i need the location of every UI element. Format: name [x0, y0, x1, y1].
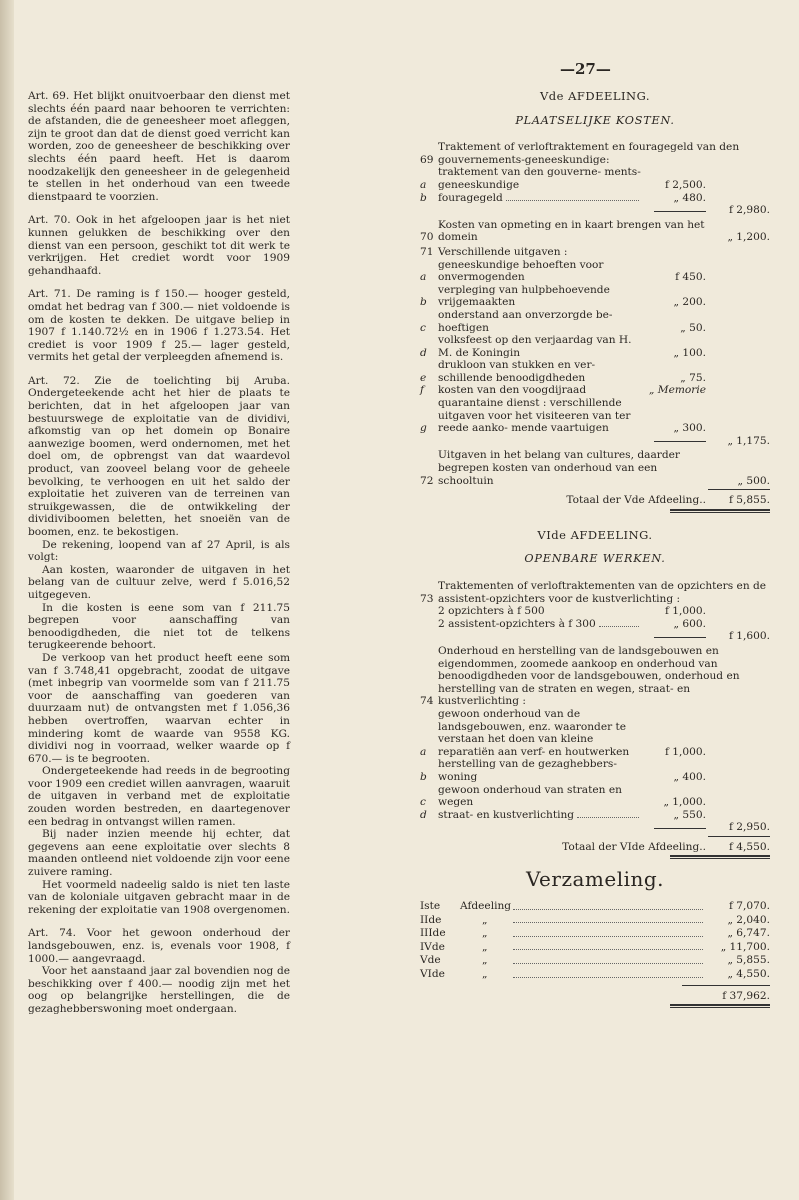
section-5-subheading: PLAATSELIJKE KOSTEN.	[515, 113, 675, 127]
section-6-subheading: OPENBARE WERKEN.	[524, 552, 666, 566]
paragraph-art-74: Art. 74. Voor het gewoon onderhoud der landsgebouwen, enz. is, evenals voor 1908, f 1000.— aangevraagd.	[28, 927, 290, 965]
section-5-total: Totaal der Vde Afdeeling.. f 5,855.	[566, 494, 770, 507]
paragraph-nadeelig-saldo: Het voormeld nadeelig saldo is niet ten laste van de koloniale uitgaven gebracht maar in de rekening der exploitatie van 1908 overgenomen.	[28, 878, 290, 916]
paragraph-art-69: Art. 69. Het blijkt onuitvoerbaar den dienst met slechts één paard naar behooren te verrichten: de afstanden, die de geneesheer moet afleggen, zijn te groot dan dat de dienst goed verricht kan worden, zoo de geneesheer de beschikking over slechts één paard heeft. Het is daarom noodzakelijk den geneesheer in de gelegenheid te stellen in het onderhoud van een tweede dienstpaard te voorzien.	[28, 90, 290, 203]
summary-heading: Verzameling.	[525, 867, 665, 892]
section-6-total: Totaal der VIde Afdeeling.. f 4,550.	[562, 840, 770, 853]
article-69: 69 Traktement of verloftraktement en fouragegeld van den gouvernements-geneeskundige: a traktement van den gouverne- ments-geneeskundige f 2,500. b fouragegeld „ 480. f 2,980.	[420, 141, 770, 217]
paragraph-aanschaffing: In die kosten is eene som van f 211.75 begrepen voor aanschaffing van benoodigdheden, die niet tot de telkens terugkeerende behoort.	[28, 601, 290, 652]
summary-row: IIde „ „ 2,040.	[420, 913, 770, 926]
page-number: —27—	[560, 60, 611, 78]
article-74: 74 Onderhoud en herstelling van de landsgebouwen en eigendommen, zoomede aankoop en onderhoud van benoodigdheden voor de landsgebouwen, onderhoud en herstelling van de straten en wegen, straat- en kustverlichting : a gewoon onderhoud van de landsgebouwen, enz. waaronder te verstaan het doen van kleine reparatiën aan verf- en houtwerken f 1,000. b herstelling van de gezaghebbers- woning „ 400. c gewoon onderhoud van straten en wegen „ 1,000. d straat- en kustverlichting „ 550. f 2,950.	[420, 644, 770, 834]
summary-row: IVde „ „ 11,700.	[420, 940, 770, 953]
article-71: 71 Verschillende uitgaven : a geneeskundige behoeften voor onvermogenden f 450. b verpleging van hulpbehoevende vrijgemaakten „ 200. c onderstand aan onverzorgde be- hoeftigen „ 50. d volksfeest op den verjaardag van H. M. de Koningin „ 100. e drukloon van stukken en ver- schillende benoodigdheden „ 75. f kosten van den voogdijraad „ Memorie g quarantaine dienst : verschillende uitgaven voor het visiteeren van ter reede aanko- mende vaartuigen „ 300. „ 1,175.	[420, 245, 770, 447]
summary-row: Iste Afdeeling f 7,070.	[420, 900, 770, 913]
summary-grand-total: f 37,962.	[722, 989, 770, 1002]
section-5-heading: Vde AFDEELING.	[539, 89, 651, 103]
article-73: 73 Traktementen of verloftraktementen van de opzichters en de assistent-opzichters voor de kustverlichting : 2 opzichters à f 500 f 1,000. 2 assistent-opzichters à f 300 „ 600. f 1,600.	[420, 580, 770, 643]
paragraph-begrooting: Ondergeteekende had reeds in de begrooting voor 1909 een crediet willen aanvragen, waaruit de uitgaven in verband met de exploitatie zouden worden bestreden, en daartegenover een bedrag in ontvangst willen ramen.	[28, 765, 290, 828]
paragraph-verkoop: De verkoop van het product heeft eene som van f 3.748,41 opgebracht, zoodat de uitgave (met inbegrip van voormelde som van f 211.75 voor de aanschaffing van goederen van duurzaam nut) de ontvangsten met f 1.056,36 hebben overtroffen, waarvan echter in mindering komt de waarde van 9558 KG. dividivi nog in voorraad, welker waarde op f 670.— is te begrooten.	[28, 651, 290, 765]
paragraph-nader-inzien: Bij nader inzien meende hij echter, dat gegevens aan eene exploitatie over slechts 8 maanden ontleend niet voldoende zijn voor eene zuivere raming.	[28, 828, 290, 879]
paragraph-art-72: Art. 72. Zie de toelichting bij Aruba. Ondergeteekende acht het hier de plaats te berichten, dat in het afgeloopen jaar van bestuurswege de exploitatie van de dividivi, afkomstig van op het domein op Bonaire aanwezige boomen, werd ondernomen, met het doel om, de opbrengst van dat waardevol product, van zooveel belang voor de geheele bevolking, te verhoogen en uit het saldo der exploitatie het zuiveren van de terreinen van struikgewassen, die de ontwikkeling der dividiviboomen beletten, het snoeiën van de boomen, enz. te bekostigen.	[28, 374, 290, 538]
article-70: 70 Kosten van opmeting en in kaart brengen van het domein „ 1,200.	[420, 218, 770, 244]
paragraph-art-70: Art. 70. Ook in het afgeloopen jaar is het niet kunnen gelukken de beschikking over den dienst van een persoon, geschikt tot dit werk te verkrijgen. Het crediet wordt voor 1909 gehandhaafd.	[28, 214, 290, 277]
right-column	[420, 90, 770, 1008]
paragraph-rekening: De rekening, loopend van af 27 April, is als volgt:	[28, 538, 290, 564]
paragraph-kosten: Aan kosten, waaronder de uitgaven in het belang van de cultuur zelve, werd f 5.016,52 uitgegeven.	[28, 563, 290, 601]
section-6-heading: VIde AFDEELING.	[537, 527, 653, 542]
book-spine	[0, 0, 14, 1200]
paragraph-aanstaand-jaar: Voor het aanstaand jaar zal bovendien nog de beschikking over f 400.— noodig zijn met het oog op belangrijke herstellingen, die de gezaghebberswoning moet ondergaan.	[28, 965, 290, 1015]
article-72: 72 Uitgaven in het belang van cultures, daarder begrepen kosten van onderhoud van een schooltuin „ 500.	[420, 449, 770, 487]
summary-table	[420, 900, 770, 1008]
summary-row: VIde „ „ 4,550.	[420, 968, 770, 981]
summary-row: Vde „ „ 5,855.	[420, 954, 770, 967]
paragraph-art-71: Art. 71. De raming is f 150.— hooger gesteld, omdat het bedrag van f 300.— niet voldoende is om de kosten te dekken. De uitgave beliep in 1907 f 1.140.72½ en in 1906 f 1.273.54. Het crediet is voor 1909 f 25.— lager gesteld, vermits het getal der verpleegden afnemend is.	[28, 288, 290, 364]
summary-row: IIIde „ „ 6,747.	[420, 927, 770, 940]
left-column	[28, 90, 290, 1016]
